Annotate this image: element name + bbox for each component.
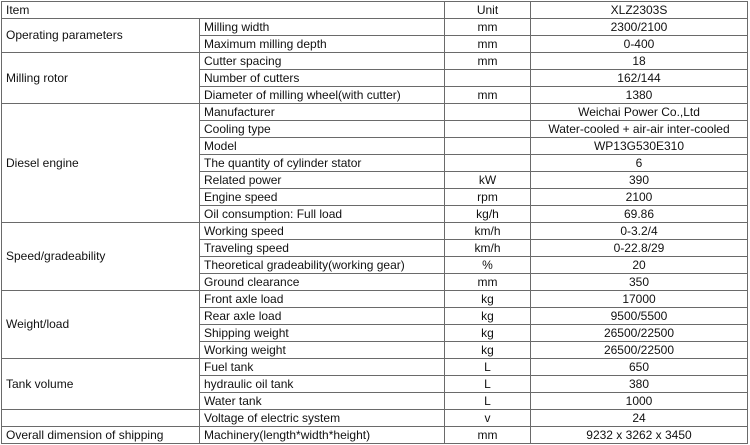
group-label: Tank volume	[2, 359, 200, 410]
unit-cell: rpm	[445, 189, 531, 206]
value-cell: 26500/22500	[531, 325, 748, 342]
header-row	[2, 2, 748, 19]
value-cell: 2100	[531, 189, 748, 206]
unit-cell: mm	[445, 53, 531, 70]
unit-cell: kg	[445, 325, 531, 342]
param-cell: Model	[200, 138, 445, 155]
spec-sheet	[1, 1, 748, 443]
table-row	[2, 223, 748, 240]
group-label: Operating parameters	[2, 19, 200, 53]
unit-cell: L	[445, 393, 531, 410]
value-cell: 17000	[531, 291, 748, 308]
value-cell: 9232 x 3262 x 3450	[531, 427, 748, 444]
param-cell: Voltage of electric system	[200, 410, 445, 427]
value-cell: 1380	[531, 87, 748, 104]
value-cell: 26500/22500	[531, 342, 748, 359]
value-cell: 24	[531, 410, 748, 427]
param-cell: Shipping weight	[200, 325, 445, 342]
param-cell: Ground clearance	[200, 274, 445, 291]
unit-cell: kg	[445, 342, 531, 359]
group-label: Overall dimension of shipping	[2, 427, 200, 444]
unit-cell: L	[445, 376, 531, 393]
param-cell: Working speed	[200, 223, 445, 240]
param-cell: Maximum milling depth	[200, 36, 445, 53]
param-cell: Traveling speed	[200, 240, 445, 257]
table-row	[2, 19, 748, 36]
param-cell: Theoretical gradeability(working gear)	[200, 257, 445, 274]
value-cell: 350	[531, 274, 748, 291]
unit-cell: kg	[445, 291, 531, 308]
unit-cell: L	[445, 359, 531, 376]
param-cell: Machinery(length*width*height)	[200, 427, 445, 444]
unit-cell: kg	[445, 308, 531, 325]
value-cell: 650	[531, 359, 748, 376]
param-cell: Oil consumption: Full load	[200, 206, 445, 223]
unit-cell	[445, 121, 531, 138]
table-row	[2, 53, 748, 70]
param-cell: Working weight	[200, 342, 445, 359]
value-cell: 0-3.2/4	[531, 223, 748, 240]
header-item: Item	[2, 2, 445, 19]
param-cell: Front axle load	[200, 291, 445, 308]
specification-table	[1, 1, 748, 444]
param-cell: Cooling type	[200, 121, 445, 138]
unit-cell	[445, 104, 531, 121]
param-cell: Rear axle load	[200, 308, 445, 325]
value-cell: 18	[531, 53, 748, 70]
value-cell: 0-400	[531, 36, 748, 53]
unit-cell: v	[445, 410, 531, 427]
unit-cell: kW	[445, 172, 531, 189]
group-label: Diesel engine	[2, 104, 200, 223]
value-cell: WP13G530E310	[531, 138, 748, 155]
header-unit: Unit	[445, 2, 531, 19]
param-cell: Diameter of milling wheel(with cutter)	[200, 87, 445, 104]
value-cell: Water-cooled + air-air inter-cooled	[531, 121, 748, 138]
table-row	[2, 410, 748, 427]
unit-cell: %	[445, 257, 531, 274]
value-cell: 9500/5500	[531, 308, 748, 325]
param-cell: hydraulic oil tank	[200, 376, 445, 393]
unit-cell: mm	[445, 427, 531, 444]
param-cell: Cutter spacing	[200, 53, 445, 70]
table-row	[2, 291, 748, 308]
table-row	[2, 359, 748, 376]
unit-cell: mm	[445, 274, 531, 291]
value-cell: 380	[531, 376, 748, 393]
unit-cell: km/h	[445, 240, 531, 257]
param-cell: Engine speed	[200, 189, 445, 206]
group-label-blank	[2, 410, 200, 427]
unit-cell: mm	[445, 36, 531, 53]
unit-cell	[445, 70, 531, 87]
unit-cell: mm	[445, 87, 531, 104]
group-label: Speed/gradeability	[2, 223, 200, 291]
value-cell: 162/144	[531, 70, 748, 87]
value-cell: 2300/2100	[531, 19, 748, 36]
unit-cell: kg/h	[445, 206, 531, 223]
value-cell: Weichai Power Co.,Ltd	[531, 104, 748, 121]
param-cell: Water tank	[200, 393, 445, 410]
table-row	[2, 427, 748, 444]
value-cell: 1000	[531, 393, 748, 410]
value-cell: 0-22.8/29	[531, 240, 748, 257]
param-cell: Manufacturer	[200, 104, 445, 121]
unit-cell	[445, 155, 531, 172]
value-cell: 390	[531, 172, 748, 189]
param-cell: The quantity of cylinder stator	[200, 155, 445, 172]
header-model: XLZ2303S	[531, 2, 748, 19]
param-cell: Fuel tank	[200, 359, 445, 376]
param-cell: Milling width	[200, 19, 445, 36]
unit-cell	[445, 138, 531, 155]
unit-cell: mm	[445, 19, 531, 36]
value-cell: 20	[531, 257, 748, 274]
value-cell: 69.86	[531, 206, 748, 223]
param-cell: Related power	[200, 172, 445, 189]
param-cell: Number of cutters	[200, 70, 445, 87]
group-label: Weight/load	[2, 291, 200, 359]
group-label: Milling rotor	[2, 53, 200, 104]
value-cell: 6	[531, 155, 748, 172]
unit-cell: km/h	[445, 223, 531, 240]
table-row	[2, 104, 748, 121]
